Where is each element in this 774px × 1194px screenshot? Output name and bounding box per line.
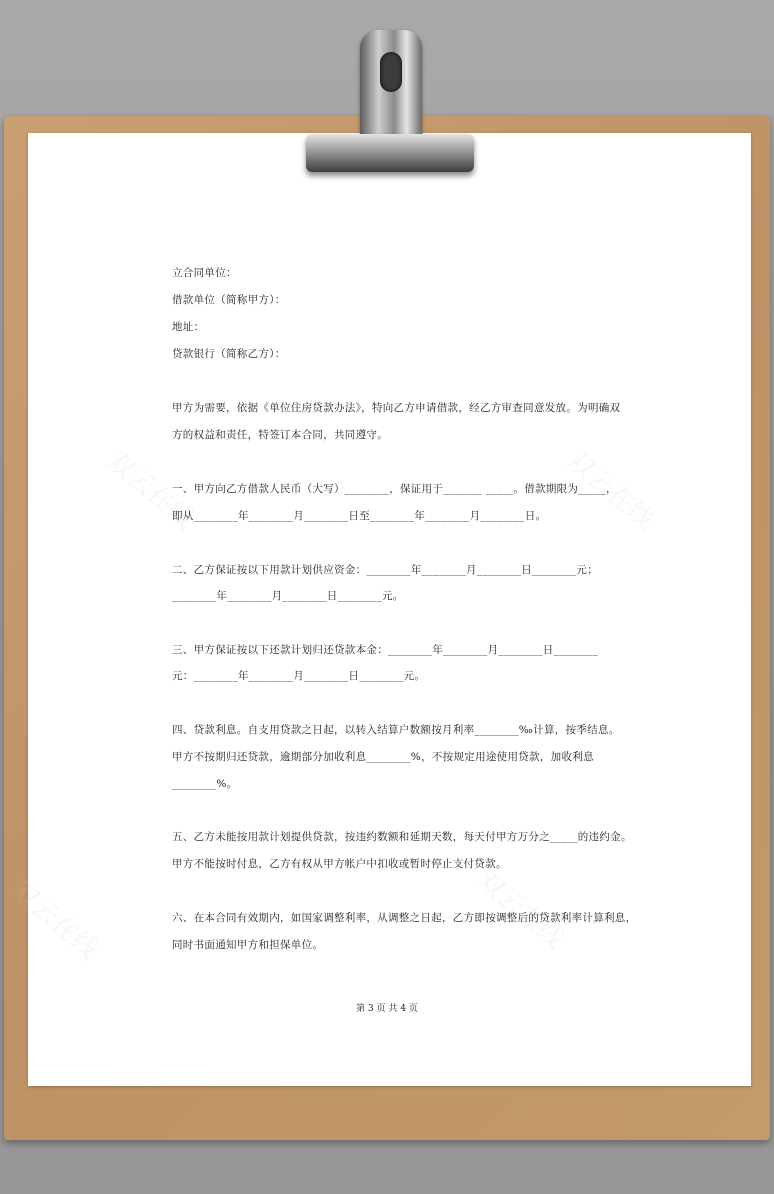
contract-party-heading: 立合同单位： — [172, 267, 237, 279]
page-number: 第 3 页 共 4 页 — [356, 1004, 418, 1014]
preamble-line: 甲方为需要，依据《单位住房贷款办法》，特向乙方申请借款，经乙方审查同意发放。为明确双 — [172, 402, 621, 414]
lender-field: 贷款银行（简称乙方）： — [172, 348, 286, 360]
clause-1-line: 即从________年________月________日至________年________月________日。 — [172, 510, 547, 522]
clause-4-line: 四、贷款利息。自支用贷款之日起，以转入结算户数额按月利率________‰计算，按季结息。 — [172, 724, 620, 736]
clause-2-line: ________年________月________日________元。 — [172, 590, 404, 602]
borrower-field: 借款单位（简称甲方）： — [172, 294, 286, 306]
clause-1-line: 一、甲方向乙方借款人民币（大写）________，保证用于_______ _____。借款期限为_____， — [172, 483, 617, 495]
binder-clip-icon — [306, 24, 476, 174]
clause-6-line: 六、在本合同有效期内，如国家调整利率，从调整之日起，乙方即按调整后的贷款利率计算利息， — [172, 912, 637, 924]
clip-hole — [380, 52, 402, 92]
address-field: 地址： — [172, 321, 205, 333]
clause-5-line: 五、乙方未能按用款计划提供贷款，按违约数额和延期天数，每天付甲方万分之_____的违约金。 — [172, 831, 632, 843]
clause-3-line: 三、甲方保证按以下还款计划归还贷款本金：________年________月________日________ — [172, 644, 598, 656]
clause-2-line: 二、乙方保证按以下用款计划供应资金：________年________月________日________元； — [172, 564, 598, 576]
clause-3-line: 元：________年________月________日________元。 — [172, 670, 426, 682]
clause-5-line: 甲方不能按时付息，乙方有权从甲方帐户中扣收或暂时停止支付贷款。 — [172, 858, 507, 870]
paper-sheet — [28, 133, 751, 1086]
preamble-line: 方的权益和责任，特签订本合同，共同遵守。 — [172, 429, 388, 441]
clause-6-line: 同时书面通知甲方和担保单位。 — [172, 939, 324, 951]
clause-4-line: ________%。 — [172, 778, 238, 790]
clip-jaw — [306, 134, 474, 172]
clause-4-line: 甲方不按期归还贷款，逾期部分加收利息________%，不按规定用途使用贷款，加收利息 — [172, 751, 594, 763]
